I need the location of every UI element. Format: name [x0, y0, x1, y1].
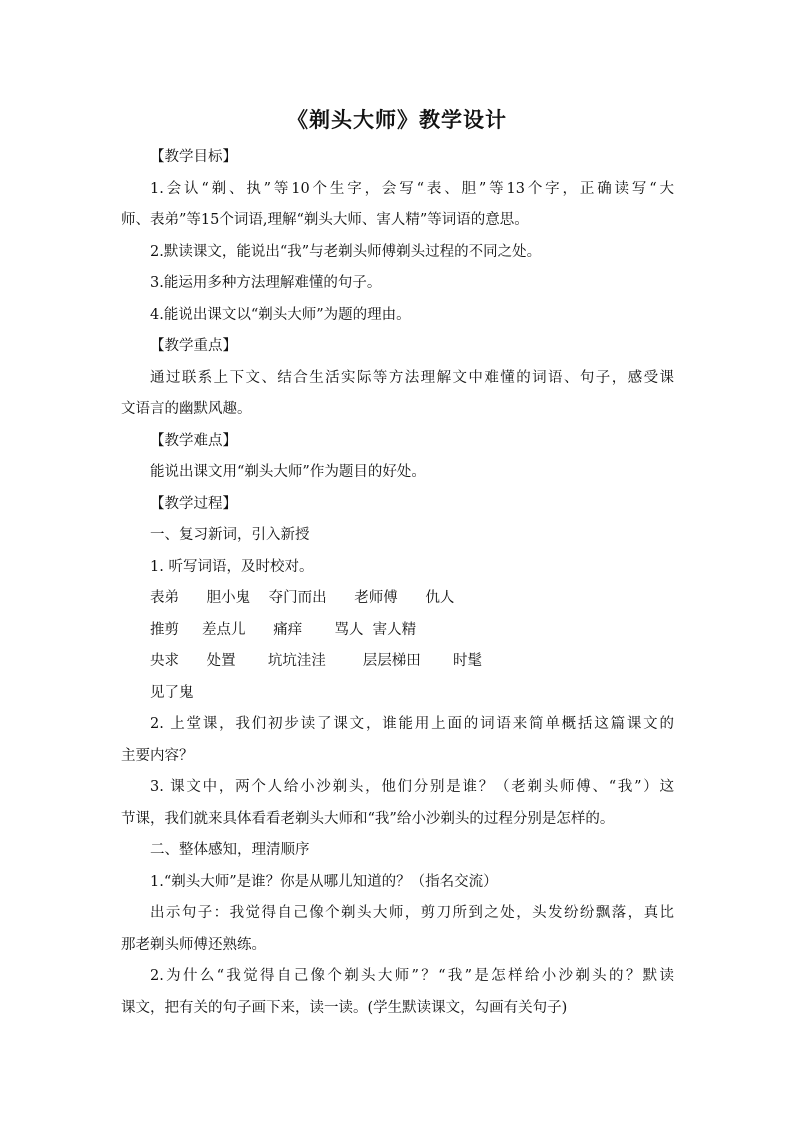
paragraph-line: 2.为什么“我觉得自己像个剃头大师”？“我”是怎样给小沙剃头的？默读	[150, 968, 674, 984]
paragraph-line: 1.会认“剃、执”等10个生字，会写“表、胆”等13个字，正确读写“大	[150, 180, 674, 197]
paragraph-line: 2.默读课文，能说出“我”与老剃头师傅剃头过程的不同之处。	[150, 243, 542, 260]
section-heading-objectives: 【教学目标】	[150, 149, 237, 165]
paragraph-line: 3. 课文中，两个人给小沙剃头，他们分别是谁？（老剃头师傅、“我”）这	[150, 779, 674, 795]
paragraph-line: 通过联系上下文、结合生活实际等方法理解文中难懂的词语、句子，感受课	[150, 369, 674, 386]
subsection-heading: 二、整体感知，理清顺序	[150, 842, 310, 858]
document-title: 《剃头大师》教学设计	[287, 108, 507, 132]
paragraph-line: 出示句子：我觉得自己像个剃头大师，剪刀所到之处，头发纷纷飘落，真比	[150, 905, 674, 921]
section-heading-difficulties: 【教学难点】	[150, 432, 237, 449]
paragraph-line: 1. 听写词语，及时校对。	[150, 558, 314, 575]
paragraph-line: 文语言的幽默风趣。	[121, 401, 252, 417]
paragraph-line: 节课，我们就来具体看看老剃头大师和“我”给小沙剃头的过程分别是怎样的。	[121, 810, 615, 827]
paragraph-line: 1.“剃头大师”是谁？你是从哪儿知道的？（指名交流）	[150, 873, 498, 890]
document-body	[121, 142, 674, 1024]
vocabulary-row: 见了鬼	[150, 684, 194, 701]
paragraph-line: 师、表弟”等15个词语,理解“剃头大师、害人精”等词语的意思。	[121, 212, 529, 228]
vocabulary-row: 表弟 胆小鬼 夺门而出 老师傅 仇人	[150, 590, 455, 606]
paragraph-line: 主要内容？	[121, 747, 194, 764]
section-heading-process: 【教学过程】	[150, 495, 237, 512]
section-heading-key-points: 【教学重点】	[150, 338, 237, 354]
vocabulary-row: 推剪 差点儿 痛痒 骂人 害人精	[150, 621, 417, 638]
subsection-heading: 一、复习新词，引入新授	[150, 527, 310, 543]
vocabulary-row: 央求 处置 坑坑洼洼 层层梯田 时髦	[150, 653, 483, 669]
paragraph-line: 那老剃头师傅还熟练。	[121, 936, 266, 953]
paragraph-line: 能说出课文用“剃头大师”作为题目的好处。	[150, 464, 426, 480]
paragraph-line: 课文，把有关的句子画下来，读一读。(学生默读课文，勾画有关句子)	[121, 999, 568, 1016]
paragraph-line: 3.能运用多种方法理解难懂的句子。	[150, 275, 382, 291]
paragraph-line: 4.能说出课文以“剃头大师”为题的理由。	[150, 306, 411, 323]
paragraph-line: 2. 上堂课，我们初步读了课文，谁能用上面的词语来简单概括这篇课文的	[150, 716, 674, 732]
